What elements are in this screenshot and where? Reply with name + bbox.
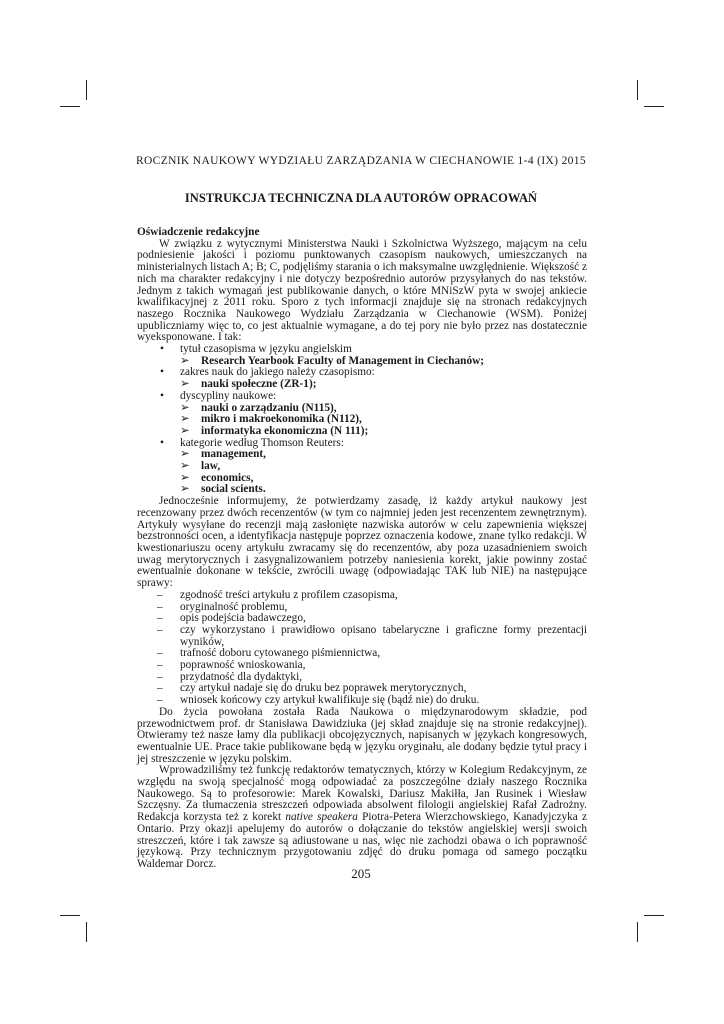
page-number: 205 bbox=[351, 866, 371, 881]
criteria-text: trafność doboru cytowanego piśmiennictwa, bbox=[180, 647, 381, 660]
dash-mark: – bbox=[157, 682, 163, 695]
criteria-text: wniosek końcowy czy artykuł kwalifikuje się (bądź nie) do druku. bbox=[180, 694, 480, 707]
criteria-item bbox=[137, 625, 587, 648]
page-title: INSTRUKCJA TECHNICZNA DLA AUTORÓW OPRACOWAŃ bbox=[184, 191, 538, 205]
bullet-item bbox=[137, 438, 587, 497]
editors-text-start: Wprowadziliśmy też funkcję redaktorów tematycznych, którzy w Kolegium Redakcyjnym, ze względu na swoją specjalność mogą odpowiadać za poszczególne działy naszego Rocznika Naukowego. Są to profesorowie: Marek Kowalski, Dariusz Makiłła, Jan Rusinek i Wiesław Szczęsny. Za tłumaczenia streszczeń odpowiada absolwent filologii angielskiej Rafał Zadrożny. Redakcja korzysta też z korekt bbox=[137, 764, 587, 824]
crop-mark bbox=[644, 915, 664, 916]
arrow-item-text: informatyka ekonomiczna (N 111); bbox=[201, 424, 369, 437]
crop-mark bbox=[637, 922, 638, 942]
council-paragraph: Do życia powołana została Rada Naukowa o międzynarodowym składzie, pod przewodnictwem prof. dr Stanisława Dawidziuka (jej skład znajduje się na stronie redakcyjnej). Otwieramy też nasze łamy dla publikacji obcojęzycznych, napisanych w językach kongresowych, ewentualnie UE. Prace takie publikowane będą w języku oryginału, ale dodany będzie tytuł pracy i jej streszczenie w języku polskim. bbox=[137, 705, 587, 765]
crop-mark bbox=[637, 80, 638, 100]
arrow-icon: ➢ bbox=[180, 378, 190, 391]
intro-paragraph: W związku z wytycznymi Ministerstwa Nauki i Szkolnictwa Wyższego, mającym na celu podniesienie jakości i poziomu punktowanych czasopism naukowych, umieszczanych na ministerialnych listach A; B; C, podjęliśmy starania o ich maksymalne uwzględnienie. Większość z nich ma charakter redakcyjny i nie dotyczy bezpośrednio autorów przysyłanych do nas tekstów. Jednym z takich wymagań jest publikowanie danych, o które MNiSzW pyta w swojej ankiecie kwalifikacyjnej z 2011 roku. Sporo z tych informacji znajduje się na stronach redakcyjnych naszego Rocznika Naukowego Wydziału Zarządzania w Ciechanowie (WSM). Poniżej upubliczniamy więc to, co jest aktualnie wymagane, a do tej pory nie było przez nas dostatecznie wyeksponowane. I tak: bbox=[137, 237, 587, 344]
review-criteria-list bbox=[137, 590, 587, 707]
arrow-item-text: mikro i makroekonomika (N112), bbox=[201, 413, 362, 426]
arrow-icon: ➢ bbox=[180, 460, 190, 473]
editors-text-italic: native speakera bbox=[285, 811, 358, 824]
dash-mark: – bbox=[157, 647, 163, 660]
section-heading: Oświadczenie redakcyjne bbox=[137, 226, 260, 238]
dash-mark: – bbox=[157, 659, 163, 672]
bullet-item bbox=[137, 344, 587, 367]
arrow-icon: ➢ bbox=[180, 471, 190, 484]
arrow-icon: ➢ bbox=[180, 354, 190, 367]
arrow-item-text: nauki społeczne (ZR-1); bbox=[201, 378, 317, 391]
criteria-text: czy artykuł nadaje się do druku bez poprawek merytorycznych, bbox=[180, 682, 467, 695]
bullet-item bbox=[137, 367, 587, 390]
bullet-label: tytuł czasopisma w języku angielskim bbox=[180, 343, 352, 356]
bullet-mark: • bbox=[160, 366, 164, 379]
criteria-item bbox=[137, 695, 587, 707]
criteria-text: opis podejścia badawczego, bbox=[180, 612, 306, 625]
dash-mark: – bbox=[157, 670, 163, 683]
criteria-text: przydatność dla dydaktyki, bbox=[180, 670, 303, 683]
criteria-text: czy wykorzystano i prawidłowo opisano tabelaryczne i graficzne formy prezentacji wyników, bbox=[180, 623, 587, 648]
article-body bbox=[137, 227, 587, 871]
crop-mark bbox=[60, 915, 80, 916]
bullet-item bbox=[137, 391, 587, 438]
criteria-text: poprawność wnioskowania, bbox=[180, 659, 306, 672]
arrow-item-text: economics, bbox=[201, 471, 254, 484]
arrow-item-text: social scients. bbox=[201, 483, 266, 496]
editors-paragraph bbox=[137, 765, 587, 870]
arrow-sublist bbox=[137, 403, 587, 438]
criteria-text: oryginalność problemu, bbox=[180, 600, 288, 613]
criteria-text: zgodność treści artykułu z profilem czasopisma, bbox=[180, 588, 398, 601]
bullet-mark: • bbox=[160, 343, 164, 356]
bullet-mark: • bbox=[160, 389, 164, 402]
bullet-label: zakres nauk do jakiego należy czasopismo: bbox=[180, 366, 375, 379]
arrow-item-text: management, bbox=[201, 448, 266, 461]
arrow-icon: ➢ bbox=[180, 424, 190, 437]
dash-mark: – bbox=[157, 694, 163, 707]
arrow-item-text: law, bbox=[201, 460, 221, 473]
crop-mark bbox=[644, 106, 664, 107]
crop-mark bbox=[86, 922, 87, 942]
arrow-item bbox=[137, 484, 587, 496]
running-head: ROCZNIK NAUKOWY WYDZIAŁU ZARZĄDZANIA W CIECHANOWIE 1-4 (IX) 2015 bbox=[136, 155, 586, 167]
arrow-icon: ➢ bbox=[180, 401, 190, 414]
arrow-sublist bbox=[137, 449, 587, 496]
dash-mark: – bbox=[157, 600, 163, 613]
bullet-label: dyscypliny naukowe: bbox=[180, 389, 277, 402]
arrow-item-text: nauki o zarządzaniu (N115), bbox=[201, 401, 337, 414]
crop-mark bbox=[86, 80, 87, 100]
journal-info-list bbox=[137, 344, 587, 496]
arrow-item-text: Research Yearbook Faculty of Management in Ciechanów; bbox=[201, 354, 485, 367]
dash-mark: – bbox=[157, 623, 163, 636]
bullet-mark: • bbox=[160, 436, 164, 449]
arrow-icon: ➢ bbox=[180, 413, 190, 426]
dash-mark: – bbox=[157, 612, 163, 625]
crop-mark bbox=[60, 106, 80, 107]
arrow-icon: ➢ bbox=[180, 483, 190, 496]
arrow-icon: ➢ bbox=[180, 448, 190, 461]
dash-mark: – bbox=[157, 588, 163, 601]
bullet-label: kategorie według Thomson Reuters: bbox=[180, 436, 344, 449]
review-paragraph: Jednocześnie informujemy, że potwierdzamy zasadę, iż każdy artykuł naukowy jest recenzowany przez dwóch recenzentów (w tym co najmniej jeden jest recenzentem zewnętrznym). Artykuły wysyłane do recenzji mają zasłonięte nazwiska autorów w celu zapewnienia większej bezstronności ocen, a identyfikacja następuje poprzez oznaczenia kodowe, znane tylko redakcji. W kwestionariuszu oceny artykułu zwracamy się do recenzentów, aby poza uzasadnieniem swoich uwag merytorycznych i zasygnalizowaniem potrzeby naniesienia korekt, jakie powinny zostać ewentualnie dokonane w tekście, zwrócili uwagę (odpowiadając TAK lub NIE) na następujące sprawy: bbox=[137, 495, 587, 590]
editors-text-end: Piotra-Petera Wierzchowskiego, Kanadyjczyka z Ontario. Przy okazji apelujemy do autorów o dołączanie do tekstów angielskiej wersji swoich streszczeń, które i tak zawsze są adiustowane u nas, więc nie zachodzi obawa o ich poprawność językową. Przy technicznym przygotowaniu zdjęć do druku pomaga od samego początku Waldemar Dorcz. bbox=[137, 811, 587, 870]
